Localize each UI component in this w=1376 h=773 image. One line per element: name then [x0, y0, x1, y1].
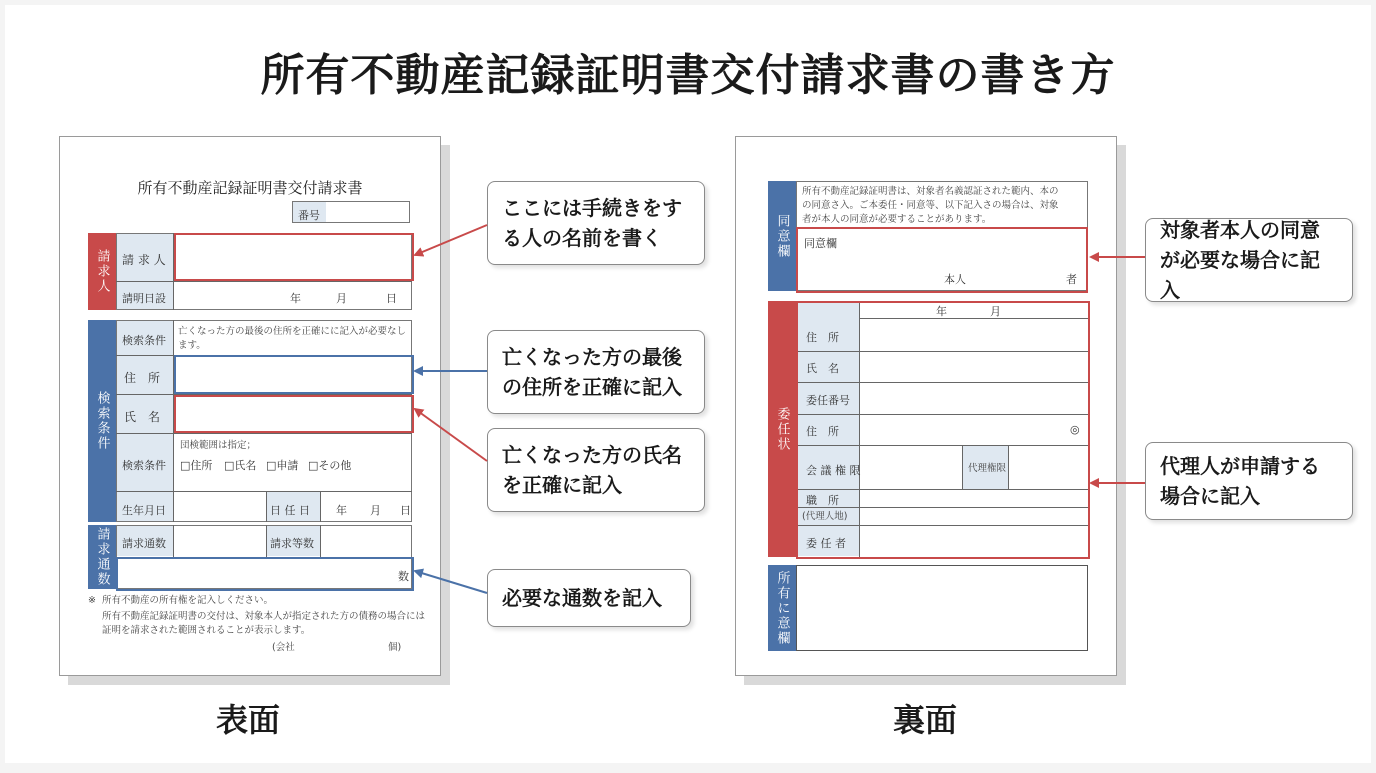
proxy-row-office: 職 所: [806, 494, 839, 507]
arrow-requester: [415, 225, 487, 255]
birth-date-label: 生年月日: [122, 504, 166, 517]
callout-arrows: [5, 5, 1371, 763]
footnote-3: 証明を請求された範囲されることが表示します。: [102, 625, 311, 636]
request-date-month: 月: [336, 292, 347, 305]
search-options-heading: 団検範囲は指定；: [180, 440, 257, 451]
proxy-row-number: 委任番号: [806, 394, 850, 407]
search-note: 亡くなった方の最後の住所を正確にに記入が必要なします。: [178, 326, 407, 351]
number-label: 番号: [298, 209, 320, 222]
consent-text-3: 者が本人の同意が必要することがあります。: [802, 214, 992, 225]
consent-signer: 本人: [944, 273, 966, 286]
copies-unit: 数: [398, 570, 409, 583]
search-conditions-label: 検索条件: [122, 334, 166, 347]
name-label: 氏 名: [124, 410, 161, 424]
copies-section: 請求通数: [88, 525, 116, 589]
proxy-month: 月: [990, 305, 1001, 318]
search-section: 検索条件: [88, 320, 116, 522]
callout-copies: 必要な通数を記入: [487, 569, 691, 627]
footnote-mark: ※: [88, 595, 96, 606]
callout-consent: 対象者本人の同意が必要な場合に記入: [1145, 218, 1353, 302]
date-label-2: 日 任 日: [270, 504, 310, 517]
seal-mark: ◎: [1070, 423, 1080, 436]
proxy-row-name: 氏 名: [806, 362, 839, 375]
footnote-1: 所有不動産の所有権を記入しください。: [102, 595, 274, 606]
callout-requester: ここには手続きをする人の名前を書く: [487, 181, 705, 265]
requester-label: 請 求 人: [122, 253, 166, 267]
consent-text-2: の同意さ入。ご本委任・同意等、以下記入さの場合は、対象: [802, 200, 1059, 211]
checkbox-application[interactable]: □申請: [266, 459, 299, 472]
footnote-2: 所有不動産記録証明書の交付は、対象本人が指定された方の債務の場合には: [102, 611, 426, 622]
birth-date-month: 月: [370, 504, 381, 517]
proxy-row-address: 住 所: [806, 331, 839, 344]
birth-date-day: 日: [400, 504, 411, 517]
checkbox-address[interactable]: □住所: [180, 459, 213, 472]
proxy-row-authority: 会 議 権 限: [806, 464, 861, 477]
checkbox-name[interactable]: □氏名: [224, 459, 257, 472]
consent-box-label: 同意欄: [804, 237, 837, 250]
footnote-company: (会社: [272, 642, 295, 653]
footnote-seal: 個): [388, 642, 402, 653]
address-label: 住 所: [124, 371, 161, 385]
request-date-label: 請明日設: [122, 292, 166, 305]
page: [5, 5, 1371, 763]
request-date-day: 日: [386, 292, 397, 305]
back-caption: 裏面: [893, 701, 958, 739]
callout-address: 亡くなった方の最後の住所を正確に記入: [487, 330, 705, 414]
front-caption: 表面: [216, 701, 281, 739]
proxy-row-address-2: 住 所: [806, 425, 839, 438]
copies-label-2: 請求等数: [270, 537, 314, 550]
checkbox-other[interactable]: □その他: [308, 459, 352, 472]
consent-signer-suffix: 者: [1066, 273, 1077, 286]
consent-text-1: 所有不動産記録証明書は、対象者名義認証された範内、本の: [802, 186, 1059, 197]
front-form-title: 所有不動産記録証明書交付請求書: [137, 179, 363, 197]
proxy-row-agent: (代理人地): [802, 511, 848, 522]
owner-section: 所有に意欄: [768, 565, 796, 651]
copies-label: 請求通数: [122, 537, 166, 550]
arrow-copies: [415, 571, 487, 593]
consent-section: 同意欄: [768, 181, 796, 291]
proxy-section: 委任状: [768, 301, 796, 557]
search-condition-label-2: 検索条件: [122, 459, 166, 472]
proxy-year: 年: [936, 305, 947, 318]
proxy-row-delegator: 委 任 者: [806, 537, 846, 550]
request-date-year: 年: [290, 292, 301, 305]
proxy-mid-label: 代理権限: [968, 463, 1007, 474]
callout-name: 亡くなった方の氏名を正確に記入: [487, 428, 705, 512]
callout-proxy: 代理人が申請する場合に記入: [1145, 442, 1353, 520]
arrow-name: [415, 409, 487, 461]
page-title: 所有不動産記録証明書交付請求書の書き方: [260, 50, 1116, 101]
birth-date-year: 年: [336, 504, 347, 517]
requester-section: 請求人: [88, 233, 116, 310]
